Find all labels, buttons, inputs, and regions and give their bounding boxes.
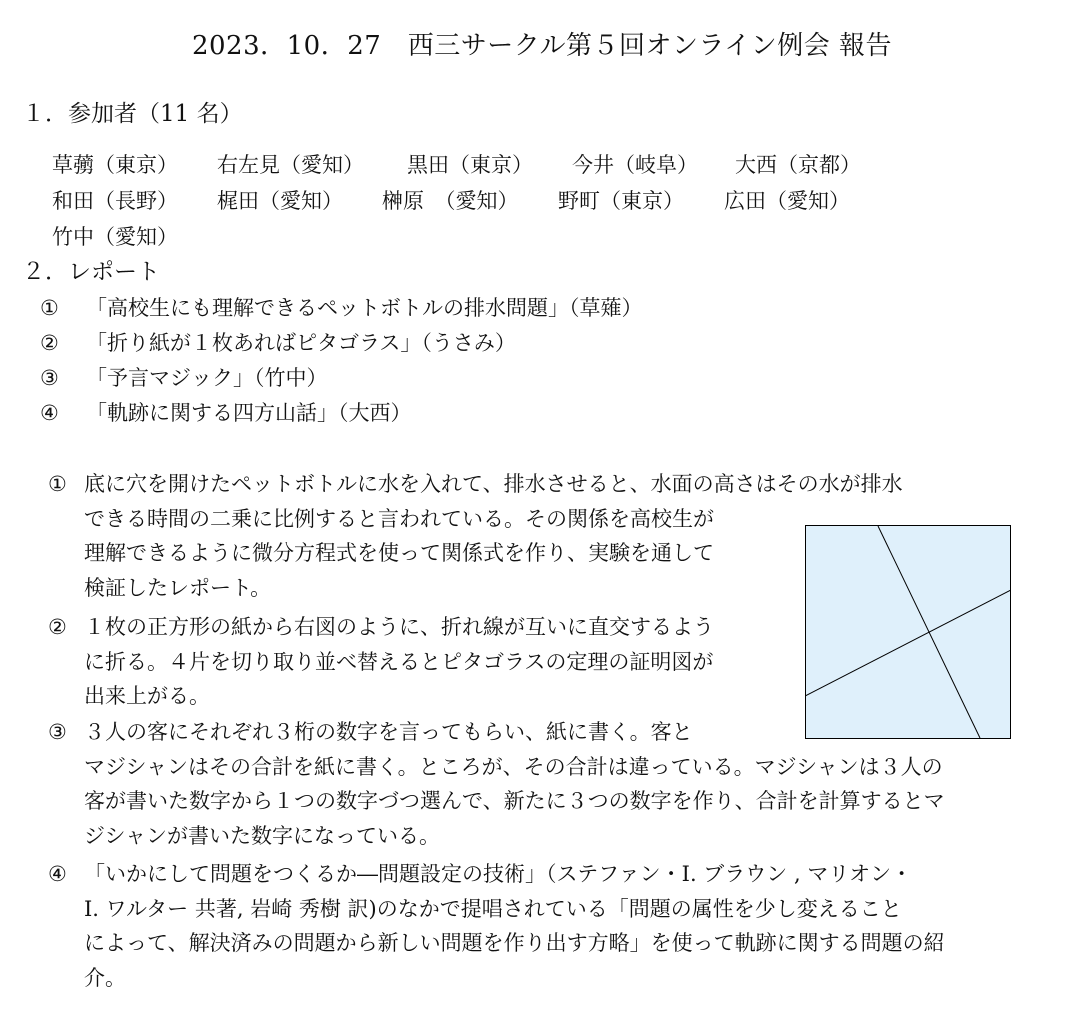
summary-paragraph (84, 610, 714, 714)
summary-line: 出来上がる。 (84, 684, 210, 708)
participant: 黒田（東京） (407, 153, 533, 177)
folded-square-figure (805, 525, 1011, 739)
participants-row-2 (52, 184, 850, 218)
participant: 大西（京都） (735, 153, 861, 177)
report-title-text: 「高校生にも理解できるペットボトルの排水問題」（草薙） (86, 296, 643, 320)
summary-line: できる時間の二乗に比例すると言われている。その関係を高校生が (84, 506, 714, 531)
participant: 野町（東京） (558, 189, 684, 213)
summary-line: マジシャンはその合計を紙に書く。ところが、その合計は違っている。マジシャンは３人の (84, 754, 943, 779)
participant: 榊原 （愛知） (382, 189, 519, 213)
summary-line: 検証したレポート。 (84, 575, 272, 600)
report-title-text: 「折り紙が１枚あればピタゴラス」（うさみ） (86, 331, 516, 355)
participant: 右左見（愛知） (217, 153, 364, 177)
section-participants-heading: １．参加者（11 名） (22, 101, 243, 127)
participants-row-3 (52, 220, 178, 254)
report-title-text: 「予言マジック」（竹中） (86, 366, 328, 390)
paper-square (806, 526, 1011, 739)
report-marker: ④ (40, 401, 59, 425)
summary-paragraph (84, 467, 903, 605)
report-title: 2023．10．27 西三サークル第５回オンライン例会 報告 (191, 31, 893, 61)
summary-line: ３人の客にそれぞれ３桁の数字を言ってもらい、紙に書く。客と (84, 720, 693, 744)
summary-line: ジシャンが書いた数字になっている。 (84, 823, 441, 848)
summary-line: I. ワルター 共著, 岩崎 秀樹 訳)のなかで提唱されている「問題の属性を少し変えること (84, 896, 902, 921)
summary-paragraph (84, 857, 945, 995)
report-item (40, 361, 328, 395)
summary-line: 「いかにして問題をつくるか―問題設定の技術」（ステファン・I. ブラウン , マリオン・ (84, 862, 913, 886)
section-reports-heading: ２．レポート (22, 259, 160, 285)
report-item (40, 396, 412, 430)
summary-marker: ④ (48, 862, 67, 886)
report-title-text: 「軌跡に関する四方山話」（大西） (86, 401, 412, 425)
summary-line: 介。 (84, 965, 126, 990)
report-marker: ② (40, 331, 59, 355)
summary-marker: ② (48, 615, 67, 639)
summary-line: １枚の正方形の紙から右図のように、折れ線が互いに直交するよう (84, 615, 714, 639)
summary-marker: ① (48, 472, 67, 496)
participant: 竹中（愛知） (52, 225, 178, 249)
summary-line: 理解できるように微分方程式を使って関係式を作り、実験を通して (84, 541, 714, 565)
summary-line: によって、解決済みの問題から新しい問題を作り出す方略」を使って軌跡に関する問題の紹 (84, 931, 945, 955)
report-marker: ① (40, 296, 59, 320)
participant: 広田（愛知） (724, 189, 850, 213)
report-item (40, 326, 516, 360)
participant: 梶田（愛知） (217, 189, 343, 213)
participant: 和田（長野） (52, 189, 178, 213)
summary-line: 客が書いた数字から１つの数字づつ選んで、新たに３つの数字を作り、合計を計算するとマ (84, 789, 945, 813)
summary-marker: ③ (48, 720, 67, 744)
report-item (40, 291, 643, 325)
report-marker: ③ (40, 366, 59, 390)
summary-line: に折る。４片を切り取り並べ替えるとピタゴラスの定理の証明図が (84, 649, 714, 674)
participant: 今井（岐阜） (572, 153, 698, 177)
participants-row-1 (52, 148, 861, 182)
participant: 草𦿶（東京） (52, 153, 178, 177)
summary-line: 底に穴を開けたペットボトルに水を入れて、排水させると、水面の高さはその水が排水 (84, 472, 903, 496)
